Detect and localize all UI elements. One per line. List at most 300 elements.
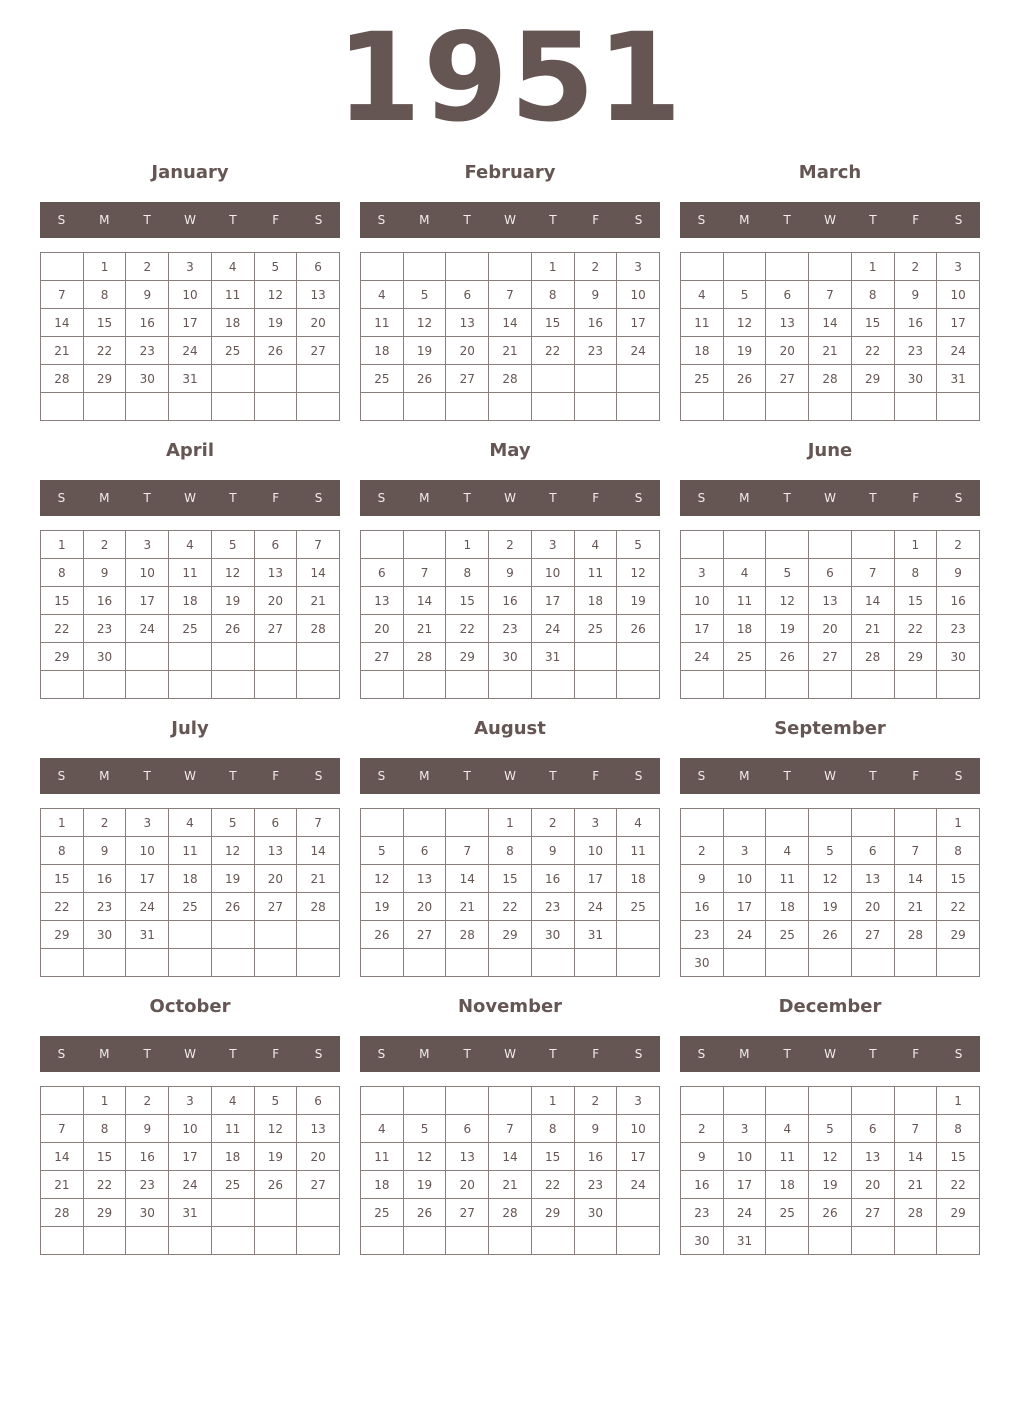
day-cell bbox=[531, 671, 574, 699]
day-cell bbox=[681, 671, 724, 699]
day-cell: 22 bbox=[41, 615, 84, 643]
day-cell bbox=[617, 1227, 660, 1255]
day-cell: 16 bbox=[894, 309, 937, 337]
day-cell: 10 bbox=[937, 281, 980, 309]
day-cell bbox=[574, 365, 617, 393]
week-row bbox=[681, 949, 980, 977]
day-cell: 6 bbox=[254, 809, 297, 837]
day-cell: 7 bbox=[489, 281, 532, 309]
day-cell: 9 bbox=[126, 281, 169, 309]
day-cell: 25 bbox=[766, 1199, 809, 1227]
weekday-label: S bbox=[954, 491, 963, 505]
weekday-label: S bbox=[634, 213, 643, 227]
day-cell: 16 bbox=[126, 1143, 169, 1171]
month-name: October bbox=[149, 996, 231, 1017]
day-cell: 19 bbox=[809, 893, 852, 921]
weekday-label: T bbox=[143, 491, 151, 505]
week-row bbox=[361, 643, 660, 671]
day-cell: 24 bbox=[617, 1171, 660, 1199]
day-cell bbox=[937, 1227, 980, 1255]
week-row bbox=[361, 309, 660, 337]
day-cell: 16 bbox=[574, 1143, 617, 1171]
weekday-label: T bbox=[869, 1047, 877, 1061]
day-cell: 10 bbox=[723, 865, 766, 893]
day-cell: 29 bbox=[531, 1199, 574, 1227]
day-cell: 20 bbox=[254, 587, 297, 615]
day-cell: 16 bbox=[489, 587, 532, 615]
day-cell: 13 bbox=[851, 865, 894, 893]
day-cell bbox=[574, 1227, 617, 1255]
day-cell bbox=[361, 1227, 404, 1255]
week-row bbox=[681, 671, 980, 699]
day-cell: 26 bbox=[254, 337, 297, 365]
week-row bbox=[41, 1143, 340, 1171]
day-cell: 15 bbox=[83, 309, 126, 337]
day-cell: 17 bbox=[574, 865, 617, 893]
day-cell: 10 bbox=[169, 281, 212, 309]
day-cell bbox=[41, 671, 84, 699]
day-cell: 30 bbox=[531, 921, 574, 949]
day-cell: 27 bbox=[297, 337, 340, 365]
day-cell bbox=[489, 1087, 532, 1115]
day-cell: 11 bbox=[211, 281, 254, 309]
day-cell: 14 bbox=[489, 309, 532, 337]
day-cell: 2 bbox=[531, 809, 574, 837]
day-cell: 31 bbox=[723, 1227, 766, 1255]
day-cell bbox=[809, 1087, 852, 1115]
day-cell bbox=[851, 1227, 894, 1255]
day-cell: 1 bbox=[41, 809, 84, 837]
weekday-label: F bbox=[272, 1047, 280, 1061]
day-cell bbox=[851, 1087, 894, 1115]
day-cell: 12 bbox=[403, 1143, 446, 1171]
day-cell: 19 bbox=[617, 587, 660, 615]
day-cell: 30 bbox=[489, 643, 532, 671]
day-cell: 13 bbox=[446, 309, 489, 337]
day-cell bbox=[489, 671, 532, 699]
weekday-label: M bbox=[419, 1047, 430, 1061]
day-cell: 5 bbox=[361, 837, 404, 865]
day-cell: 5 bbox=[254, 1087, 297, 1115]
day-cell: 27 bbox=[361, 643, 404, 671]
weekday-label: M bbox=[419, 491, 430, 505]
day-cell: 8 bbox=[531, 281, 574, 309]
day-cell bbox=[211, 393, 254, 421]
day-cell bbox=[297, 949, 340, 977]
week-row bbox=[41, 671, 340, 699]
day-cell bbox=[169, 921, 212, 949]
week-row bbox=[361, 559, 660, 587]
weekday-label: M bbox=[99, 491, 110, 505]
day-cell: 16 bbox=[531, 865, 574, 893]
day-cell: 7 bbox=[894, 837, 937, 865]
day-cell bbox=[211, 365, 254, 393]
week-row bbox=[361, 393, 660, 421]
day-cell bbox=[169, 1227, 212, 1255]
day-cell: 17 bbox=[169, 309, 212, 337]
day-cell: 30 bbox=[937, 643, 980, 671]
day-cell bbox=[126, 949, 169, 977]
day-cell: 28 bbox=[489, 365, 532, 393]
day-cell: 27 bbox=[766, 365, 809, 393]
day-cell: 13 bbox=[766, 309, 809, 337]
day-cell: 15 bbox=[531, 309, 574, 337]
day-cell: 8 bbox=[41, 559, 84, 587]
day-cell: 7 bbox=[297, 809, 340, 837]
day-cell: 21 bbox=[41, 1171, 84, 1199]
day-cell: 7 bbox=[297, 531, 340, 559]
day-cell: 4 bbox=[766, 837, 809, 865]
day-cell bbox=[723, 809, 766, 837]
day-cell: 12 bbox=[361, 865, 404, 893]
day-cell: 13 bbox=[446, 1143, 489, 1171]
day-cell bbox=[894, 949, 937, 977]
day-cell: 6 bbox=[851, 1115, 894, 1143]
day-cell: 21 bbox=[894, 1171, 937, 1199]
day-cell bbox=[41, 253, 84, 281]
week-row bbox=[361, 1199, 660, 1227]
day-cell bbox=[894, 393, 937, 421]
week-row bbox=[41, 1087, 340, 1115]
day-cell bbox=[766, 253, 809, 281]
day-cell: 14 bbox=[403, 587, 446, 615]
weekday-label: F bbox=[592, 769, 600, 783]
day-grid bbox=[360, 530, 660, 699]
month-name: December bbox=[778, 996, 882, 1017]
week-row bbox=[361, 1115, 660, 1143]
day-cell bbox=[361, 1087, 404, 1115]
day-cell bbox=[126, 393, 169, 421]
weekday-header bbox=[360, 202, 660, 238]
day-cell bbox=[403, 671, 446, 699]
day-cell: 21 bbox=[446, 893, 489, 921]
day-cell bbox=[766, 949, 809, 977]
day-cell: 23 bbox=[937, 615, 980, 643]
weekday-header bbox=[40, 202, 340, 238]
day-cell: 10 bbox=[681, 587, 724, 615]
day-cell bbox=[254, 1199, 297, 1227]
day-cell: 17 bbox=[169, 1143, 212, 1171]
week-row bbox=[681, 309, 980, 337]
week-row bbox=[361, 1227, 660, 1255]
day-cell: 13 bbox=[254, 559, 297, 587]
day-cell: 23 bbox=[681, 921, 724, 949]
week-row bbox=[41, 893, 340, 921]
week-row bbox=[361, 337, 660, 365]
day-cell: 11 bbox=[361, 309, 404, 337]
day-cell: 2 bbox=[489, 531, 532, 559]
day-cell bbox=[211, 921, 254, 949]
day-cell: 8 bbox=[489, 837, 532, 865]
weekday-label: T bbox=[869, 769, 877, 783]
day-cell bbox=[937, 393, 980, 421]
day-cell: 10 bbox=[617, 281, 660, 309]
week-row bbox=[681, 837, 980, 865]
day-cell: 18 bbox=[617, 865, 660, 893]
day-cell bbox=[83, 393, 126, 421]
day-cell: 15 bbox=[83, 1143, 126, 1171]
day-cell: 3 bbox=[617, 1087, 660, 1115]
day-cell bbox=[254, 1227, 297, 1255]
week-row bbox=[681, 1171, 980, 1199]
weekday-label: W bbox=[184, 1047, 196, 1061]
weekday-label: S bbox=[954, 769, 963, 783]
day-cell: 11 bbox=[617, 837, 660, 865]
day-cell: 12 bbox=[254, 1115, 297, 1143]
day-cell bbox=[681, 809, 724, 837]
weekday-label: S bbox=[57, 213, 66, 227]
week-row bbox=[41, 365, 340, 393]
weekday-label: M bbox=[739, 769, 750, 783]
day-cell: 11 bbox=[723, 587, 766, 615]
week-row bbox=[41, 587, 340, 615]
day-cell: 31 bbox=[126, 921, 169, 949]
day-cell: 2 bbox=[894, 253, 937, 281]
day-grid bbox=[680, 530, 980, 699]
day-cell: 24 bbox=[126, 893, 169, 921]
day-cell: 28 bbox=[809, 365, 852, 393]
day-cell: 9 bbox=[126, 1115, 169, 1143]
day-cell: 9 bbox=[894, 281, 937, 309]
day-cell bbox=[574, 393, 617, 421]
day-cell: 22 bbox=[489, 893, 532, 921]
day-cell: 6 bbox=[851, 837, 894, 865]
day-cell: 3 bbox=[681, 559, 724, 587]
day-cell: 8 bbox=[937, 1115, 980, 1143]
month-name: September bbox=[774, 718, 886, 739]
weekday-label: F bbox=[592, 491, 600, 505]
day-cell: 6 bbox=[446, 1115, 489, 1143]
day-cell: 18 bbox=[574, 587, 617, 615]
day-cell bbox=[446, 671, 489, 699]
day-cell: 10 bbox=[531, 559, 574, 587]
day-cell: 21 bbox=[41, 337, 84, 365]
day-cell: 20 bbox=[297, 309, 340, 337]
week-row bbox=[41, 531, 340, 559]
day-cell: 22 bbox=[531, 337, 574, 365]
day-cell: 23 bbox=[83, 893, 126, 921]
day-cell: 27 bbox=[809, 643, 852, 671]
weekday-label: S bbox=[634, 769, 643, 783]
day-cell: 11 bbox=[361, 1143, 404, 1171]
day-cell: 16 bbox=[126, 309, 169, 337]
day-cell: 18 bbox=[766, 1171, 809, 1199]
weekday-label: W bbox=[824, 491, 836, 505]
day-cell bbox=[531, 365, 574, 393]
day-cell bbox=[126, 671, 169, 699]
day-cell: 9 bbox=[681, 1143, 724, 1171]
day-cell: 28 bbox=[403, 643, 446, 671]
day-cell bbox=[126, 643, 169, 671]
day-cell: 19 bbox=[809, 1171, 852, 1199]
week-row bbox=[41, 1171, 340, 1199]
day-cell: 30 bbox=[83, 921, 126, 949]
day-cell bbox=[83, 949, 126, 977]
week-row bbox=[681, 253, 980, 281]
day-cell: 12 bbox=[617, 559, 660, 587]
day-cell: 17 bbox=[937, 309, 980, 337]
weekday-label: F bbox=[592, 1047, 600, 1061]
day-cell: 8 bbox=[894, 559, 937, 587]
day-cell: 14 bbox=[41, 1143, 84, 1171]
day-cell bbox=[809, 253, 852, 281]
day-cell bbox=[766, 531, 809, 559]
day-cell bbox=[403, 531, 446, 559]
day-cell bbox=[211, 1199, 254, 1227]
day-cell: 26 bbox=[254, 1171, 297, 1199]
weekday-header bbox=[40, 480, 340, 516]
day-cell: 20 bbox=[254, 865, 297, 893]
day-cell: 20 bbox=[851, 1171, 894, 1199]
week-row bbox=[361, 253, 660, 281]
week-row bbox=[361, 587, 660, 615]
day-cell: 10 bbox=[126, 559, 169, 587]
day-cell: 6 bbox=[446, 281, 489, 309]
weekday-label: T bbox=[143, 213, 151, 227]
week-row bbox=[681, 615, 980, 643]
day-cell: 15 bbox=[41, 587, 84, 615]
day-cell: 24 bbox=[937, 337, 980, 365]
day-cell bbox=[254, 643, 297, 671]
weekday-label: T bbox=[549, 1047, 557, 1061]
day-cell: 27 bbox=[446, 365, 489, 393]
week-row bbox=[41, 309, 340, 337]
day-cell: 4 bbox=[574, 531, 617, 559]
day-cell: 5 bbox=[766, 559, 809, 587]
day-cell: 14 bbox=[41, 309, 84, 337]
week-row bbox=[361, 671, 660, 699]
day-cell: 31 bbox=[169, 365, 212, 393]
day-cell: 23 bbox=[126, 1171, 169, 1199]
day-cell: 26 bbox=[766, 643, 809, 671]
week-row bbox=[41, 615, 340, 643]
day-cell: 7 bbox=[403, 559, 446, 587]
day-cell: 18 bbox=[169, 865, 212, 893]
weekday-label: M bbox=[739, 1047, 750, 1061]
weekday-label: T bbox=[229, 769, 237, 783]
day-cell: 8 bbox=[83, 1115, 126, 1143]
day-cell: 27 bbox=[446, 1199, 489, 1227]
day-cell: 26 bbox=[403, 365, 446, 393]
day-cell: 5 bbox=[809, 837, 852, 865]
day-cell: 7 bbox=[809, 281, 852, 309]
day-cell: 13 bbox=[297, 1115, 340, 1143]
day-cell: 11 bbox=[681, 309, 724, 337]
day-cell: 23 bbox=[574, 1171, 617, 1199]
day-cell bbox=[361, 393, 404, 421]
day-cell: 1 bbox=[937, 809, 980, 837]
weekday-label: F bbox=[912, 1047, 920, 1061]
weekday-label: S bbox=[314, 213, 323, 227]
weekday-header bbox=[360, 1036, 660, 1072]
day-cell: 22 bbox=[83, 337, 126, 365]
day-cell: 6 bbox=[809, 559, 852, 587]
week-row bbox=[361, 1171, 660, 1199]
day-cell bbox=[211, 949, 254, 977]
day-cell: 5 bbox=[211, 531, 254, 559]
month-name: May bbox=[489, 440, 531, 461]
weekday-label: T bbox=[143, 1047, 151, 1061]
day-cell: 24 bbox=[531, 615, 574, 643]
day-cell: 26 bbox=[723, 365, 766, 393]
weekday-label: T bbox=[229, 213, 237, 227]
day-cell: 5 bbox=[809, 1115, 852, 1143]
day-cell: 18 bbox=[211, 1143, 254, 1171]
week-row bbox=[361, 865, 660, 893]
day-cell: 12 bbox=[254, 281, 297, 309]
day-cell: 26 bbox=[361, 921, 404, 949]
day-cell: 26 bbox=[617, 615, 660, 643]
day-cell: 28 bbox=[41, 365, 84, 393]
day-cell bbox=[403, 1227, 446, 1255]
day-cell: 23 bbox=[126, 337, 169, 365]
day-cell: 1 bbox=[83, 1087, 126, 1115]
day-cell: 14 bbox=[446, 865, 489, 893]
day-cell: 15 bbox=[937, 865, 980, 893]
day-cell: 5 bbox=[403, 1115, 446, 1143]
day-cell: 9 bbox=[83, 559, 126, 587]
weekday-label: T bbox=[463, 213, 471, 227]
day-cell bbox=[489, 949, 532, 977]
day-cell: 1 bbox=[41, 531, 84, 559]
weekday-label: M bbox=[419, 769, 430, 783]
day-cell: 1 bbox=[531, 1087, 574, 1115]
week-row bbox=[681, 1199, 980, 1227]
year-title: 1951 bbox=[336, 7, 684, 149]
day-cell bbox=[297, 921, 340, 949]
weekday-label: T bbox=[783, 213, 791, 227]
week-row bbox=[361, 949, 660, 977]
day-cell bbox=[41, 1087, 84, 1115]
day-cell: 1 bbox=[894, 531, 937, 559]
day-cell: 2 bbox=[681, 1115, 724, 1143]
day-cell bbox=[723, 1087, 766, 1115]
day-cell: 12 bbox=[809, 865, 852, 893]
day-cell bbox=[211, 1227, 254, 1255]
weekday-label: F bbox=[272, 213, 280, 227]
day-cell: 23 bbox=[681, 1199, 724, 1227]
day-cell: 31 bbox=[937, 365, 980, 393]
day-grid bbox=[40, 1086, 340, 1255]
day-cell: 6 bbox=[766, 281, 809, 309]
day-cell: 2 bbox=[126, 1087, 169, 1115]
week-row bbox=[361, 281, 660, 309]
day-cell: 10 bbox=[617, 1115, 660, 1143]
weekday-label: W bbox=[504, 769, 516, 783]
month-name: November bbox=[457, 996, 563, 1017]
day-cell: 29 bbox=[83, 1199, 126, 1227]
week-row bbox=[681, 393, 980, 421]
weekday-label: T bbox=[143, 769, 151, 783]
week-row bbox=[41, 809, 340, 837]
day-cell: 12 bbox=[723, 309, 766, 337]
day-cell: 30 bbox=[126, 1199, 169, 1227]
weekday-label: S bbox=[377, 491, 386, 505]
day-cell bbox=[403, 393, 446, 421]
day-cell: 13 bbox=[361, 587, 404, 615]
day-cell bbox=[681, 531, 724, 559]
weekday-label: F bbox=[272, 769, 280, 783]
weekday-label: W bbox=[184, 769, 196, 783]
day-cell bbox=[446, 1087, 489, 1115]
day-cell: 8 bbox=[41, 837, 84, 865]
month-name: August bbox=[474, 718, 546, 739]
day-cell: 12 bbox=[403, 309, 446, 337]
week-row bbox=[41, 865, 340, 893]
day-cell: 3 bbox=[723, 1115, 766, 1143]
weekday-label: S bbox=[954, 213, 963, 227]
weekday-label: T bbox=[783, 769, 791, 783]
